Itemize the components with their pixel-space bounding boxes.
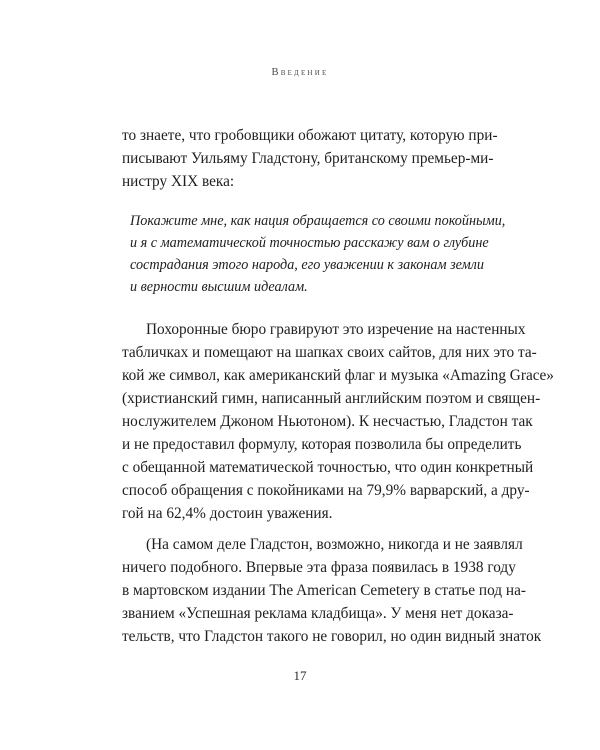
- paragraph-1-line: писывают Уильяму Гладстону, британскому премьер-ми-: [122, 150, 494, 167]
- paragraph-2-line: Похоронные бюро гравируют это изречение на настенных: [146, 321, 526, 338]
- paragraph-2-line: (христианский гимн, написанный английским поэтом и священ-: [122, 390, 541, 407]
- paragraph-2-line: табличках и помещают на шапках своих сайтов, для них это та-: [122, 344, 537, 361]
- quote-line: сострадания этого народа, его уважении к законам земли: [130, 257, 484, 273]
- paragraph-3-line: ничего подобного. Впервые эта фраза появилась в 1938 году: [122, 559, 516, 576]
- paragraph-3-line: званием «Успешная реклама кладбища». У меня нет доказа-: [122, 605, 514, 622]
- paragraph-2-line: с обещанной математической точностью, что один конкретный: [122, 459, 534, 476]
- paragraph-2-line: и не предоставил формулу, которая позволила бы определить: [122, 436, 522, 453]
- paragraph-3-line: (На самом деле Гладстон, возможно, никогда и не заявлял: [146, 536, 523, 553]
- paragraph-2-line: способ обращения с покойниками на 79,9% варварский, а дру-: [122, 482, 530, 499]
- page-number: 17: [293, 668, 307, 683]
- paragraph-2-line: кой же символ, как американский флаг и музыка «Amazing Grace»: [122, 367, 554, 384]
- paragraph-3-line: тельств, что Гладстон такого не говорил, но один видный знаток: [122, 628, 542, 645]
- paragraph-1-line: то знаете, что гробовщики обожают цитату, которую при-: [122, 127, 498, 144]
- quote-line: Покажите мне, как нация обращается со своими покойными,: [130, 213, 506, 229]
- quote-line: и я с математической точностью расскажу вам о глубине: [130, 235, 489, 251]
- paragraph-2-line: нослужителем Джоном Ньютоном). К несчастью, Гладстон так: [122, 413, 533, 430]
- paragraph-1-line: нистру XIX века:: [122, 173, 235, 190]
- quote-line: и верности высшим идеалам.: [130, 279, 308, 295]
- paragraph-3-line: в мартовском издании The American Cemetery в статье под на-: [122, 582, 526, 599]
- running-head: Введение: [271, 67, 329, 78]
- paragraph-2-line: гой на 62,4% достоин уважения.: [122, 505, 333, 522]
